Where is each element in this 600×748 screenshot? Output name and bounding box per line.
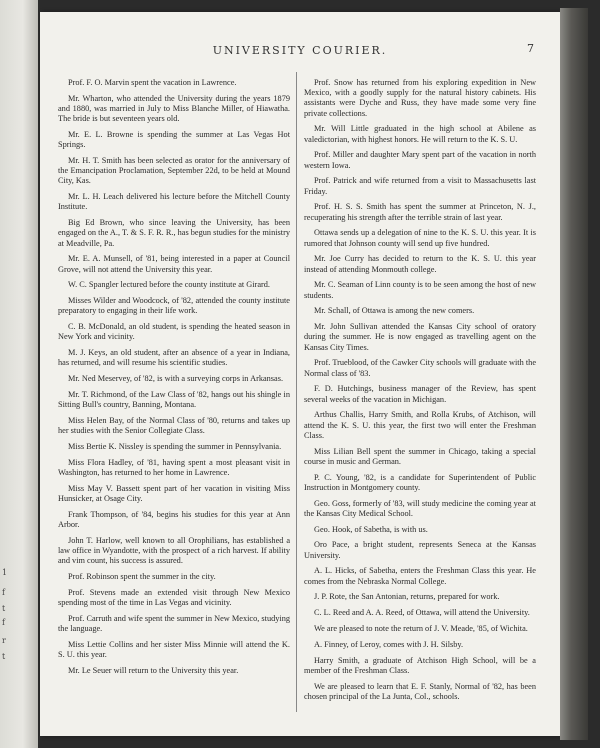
news-item: Mr. E. L. Browne is spending the summer at Las Vegas Hot Springs. (58, 130, 290, 150)
column-divider (296, 72, 297, 712)
news-item: Miss Flora Hadley, of '81, having spent a most pleasant visit in Washington, has returned to her home in Lawrence. (58, 457, 290, 477)
news-item: Mr. John Sullivan attended the Kansas City school of oratory during the summer. He is now engaged as travelling agent on the Kansas City Times. (304, 322, 536, 352)
margin-fragment: r (2, 636, 6, 645)
news-item: Mr. T. Richmond, of the Law Class of '82, hangs out his shingle in Sitting Bull's country, Banning, Montana. (58, 390, 290, 410)
news-item: C. L. Reed and A. A. Reed, of Ottawa, will attend the University. (314, 608, 530, 618)
news-item: Mr. Wharton, who attended the University during the years 1879 and 1880, was married in July to Miss Blanche Miller, of Hiawatha. The bride is but seventeen years old. (58, 93, 290, 124)
news-item: Big Ed Brown, who since leaving the University, has been engaged on the A., T. & S. F. R. R., has begun studies for the ministry at Meadville, Pa. (58, 218, 290, 248)
news-item: W. C. Spangler lectured before the county institute at Girard. (68, 280, 270, 290)
news-item: We are pleased to learn that E. F. Stanly, Normal of '82, has been chosen principal of the La Junta, Col., schools. (304, 681, 536, 701)
news-item: Miss Helen Bay, of the Normal Class of '80, returns and takes up her studies with the Senior Collegiate Class. (58, 416, 290, 436)
news-item: Geo. Hook, of Sabetha, is with us. (314, 524, 428, 534)
news-item: Prof. Patrick and wife returned from a visit to Massachusetts last Friday. (304, 176, 536, 196)
page-number: 7 (527, 42, 534, 55)
news-item: Mr. Ned Meservey, of '82, is with a surveying corps in Arkansas. (68, 374, 284, 384)
news-item: Prof. Snow has returned from his exploring expedition in New Mexico, with a goodly supply for the natural history cabinets. His assistants were Dyche and Russ, they have made some very fine private collections. (304, 78, 536, 118)
news-item: F. D. Hutchings, business manager of the Review, has spent several weeks of the vacation in Michigan. (304, 384, 536, 404)
left-column (58, 78, 290, 682)
news-item: Ottawa sends up a delegation of nine to the K. S. U. this year. It is rumored that Johnson county will send up five hundred. (304, 228, 536, 248)
news-item: Miss Bertie K. Nissley is spending the summer in Pennsylvania. (68, 442, 282, 451)
news-item: Prof. Trueblood, of the Cawker City schools will graduate with the Normal class of '83. (304, 358, 536, 378)
news-item: Mr. E. A. Munsell, of '81, being interested in a paper at Council Grove, will not attend the University this year. (58, 254, 290, 274)
news-item: Prof. F. O. Marvin spent the vacation in Lawrence. (68, 78, 237, 87)
news-item: Oro Pace, a bright student, represents Seneca at the Kansas University. (304, 540, 536, 560)
news-item: We are pleased to note the return of J. V. Meade, '85, of Wichita. (314, 624, 528, 633)
news-item: Mr. Joe Curry has decided to return to the K. S. U. this year instead of attending Monmouth college. (304, 254, 536, 274)
news-item: A. Finney, of Leroy, comes with J. H. Silsby. (314, 639, 464, 649)
news-item: Misses Wilder and Woodcock, of '82, attended the county institute preparatory to engaging in their life work. (58, 296, 290, 316)
news-item: Mr. C. Seaman of Linn county is to be seen among the host of new students. (304, 280, 536, 300)
news-item: Mr. Will Little graduated in the high school at Abilene as valedictorian, with highest honors. He will return to the K. S. U. (304, 124, 536, 144)
margin-fragment: f (2, 618, 5, 627)
news-item: A. L. Hicks, of Sabetha, enters the Freshman Class this year. He comes from the Nebraska Normal College. (304, 566, 536, 586)
news-item: Arthus Challis, Harry Smith, and Rolla Krubs, of Atchison, will attend the K. S. U. this year, the first two will enter the Freshman Class. (304, 410, 536, 440)
right-column (304, 78, 536, 708)
news-item: Miss Lilian Bell spent the summer in Chicago, taking a special course in music and German. (304, 446, 536, 466)
news-item: John T. Harlow, well known to all Orophilians, has established a law office in Wyandotte, with the prospect of a rich harvest. If ability and vim count, his success is assured. (58, 535, 290, 566)
margin-fragment: 1 (2, 568, 8, 577)
news-item: Prof. H. S. S. Smith has spent the summer at Princeton, N. J., recuperating his strength after the terrible strain of last year. (304, 202, 536, 222)
book-spine-edge (560, 8, 588, 740)
running-title: UNIVERSITY COURIER. (212, 44, 388, 57)
news-item: Miss May V. Bassett spent part of her vacation in visiting Miss Hunsicker, at Osage City. (58, 483, 290, 503)
margin-fragment: t (2, 652, 6, 661)
news-item: Mr. H. T. Smith has been selected as orator for the anniversary of the Emancipation Proclamation, September 22d, to be held at Mound City, Kas. (58, 156, 290, 186)
news-item: M. J. Keys, an old student, after an absence of a year in Indiana, has returned, and will resume his scientific studies. (58, 348, 290, 368)
news-item: P. C. Young, '82, is a candidate for Superintendent of Public Instruction in Montgomery county. (304, 472, 536, 492)
news-item: C. B. McDonald, an old student, is spending the heated season in New York and vicinity. (58, 322, 290, 342)
news-item: J. P. Rote, the San Antonian, returns, prepared for work. (314, 592, 500, 602)
margin-fragment: t (2, 604, 6, 613)
news-item: Mr. Schall, of Ottawa is among the new comers. (314, 306, 475, 316)
news-item: Harry Smith, a graduate of Atchison High School, will be a member of the Freshman Class. (304, 655, 536, 675)
news-item: Miss Lettie Collins and her sister Miss Minnie will attend the K. S. U. this year. (58, 639, 290, 659)
margin-fragment: f (2, 588, 5, 597)
news-item: Prof. Miller and daughter Mary spent part of the vacation in north western Iowa. (304, 150, 536, 170)
news-item: Mr. L. H. Leach delivered his lecture before the Mitchell County Institute. (58, 192, 290, 212)
newspaper-page (40, 12, 560, 736)
news-item: Frank Thompson, of '84, begins his studies for this year at Ann Arbor. (58, 509, 290, 529)
news-item: Mr. Le Seuer will return to the University this year. (68, 665, 239, 675)
news-item: Prof. Stevens made an extended visit through New Mexico spending most of the time in Las Vegas and vicinity. (58, 587, 290, 607)
news-item: Geo. Goss, formerly of '83, will study medicine the coming year at the Kansas City Medical School. (304, 498, 536, 518)
news-item: Prof. Robinson spent the summer in the city. (68, 572, 216, 581)
adjacent-page-edge (0, 0, 38, 748)
news-item: Prof. Carruth and wife spent the summer in New Mexico, studying the language. (58, 613, 290, 633)
